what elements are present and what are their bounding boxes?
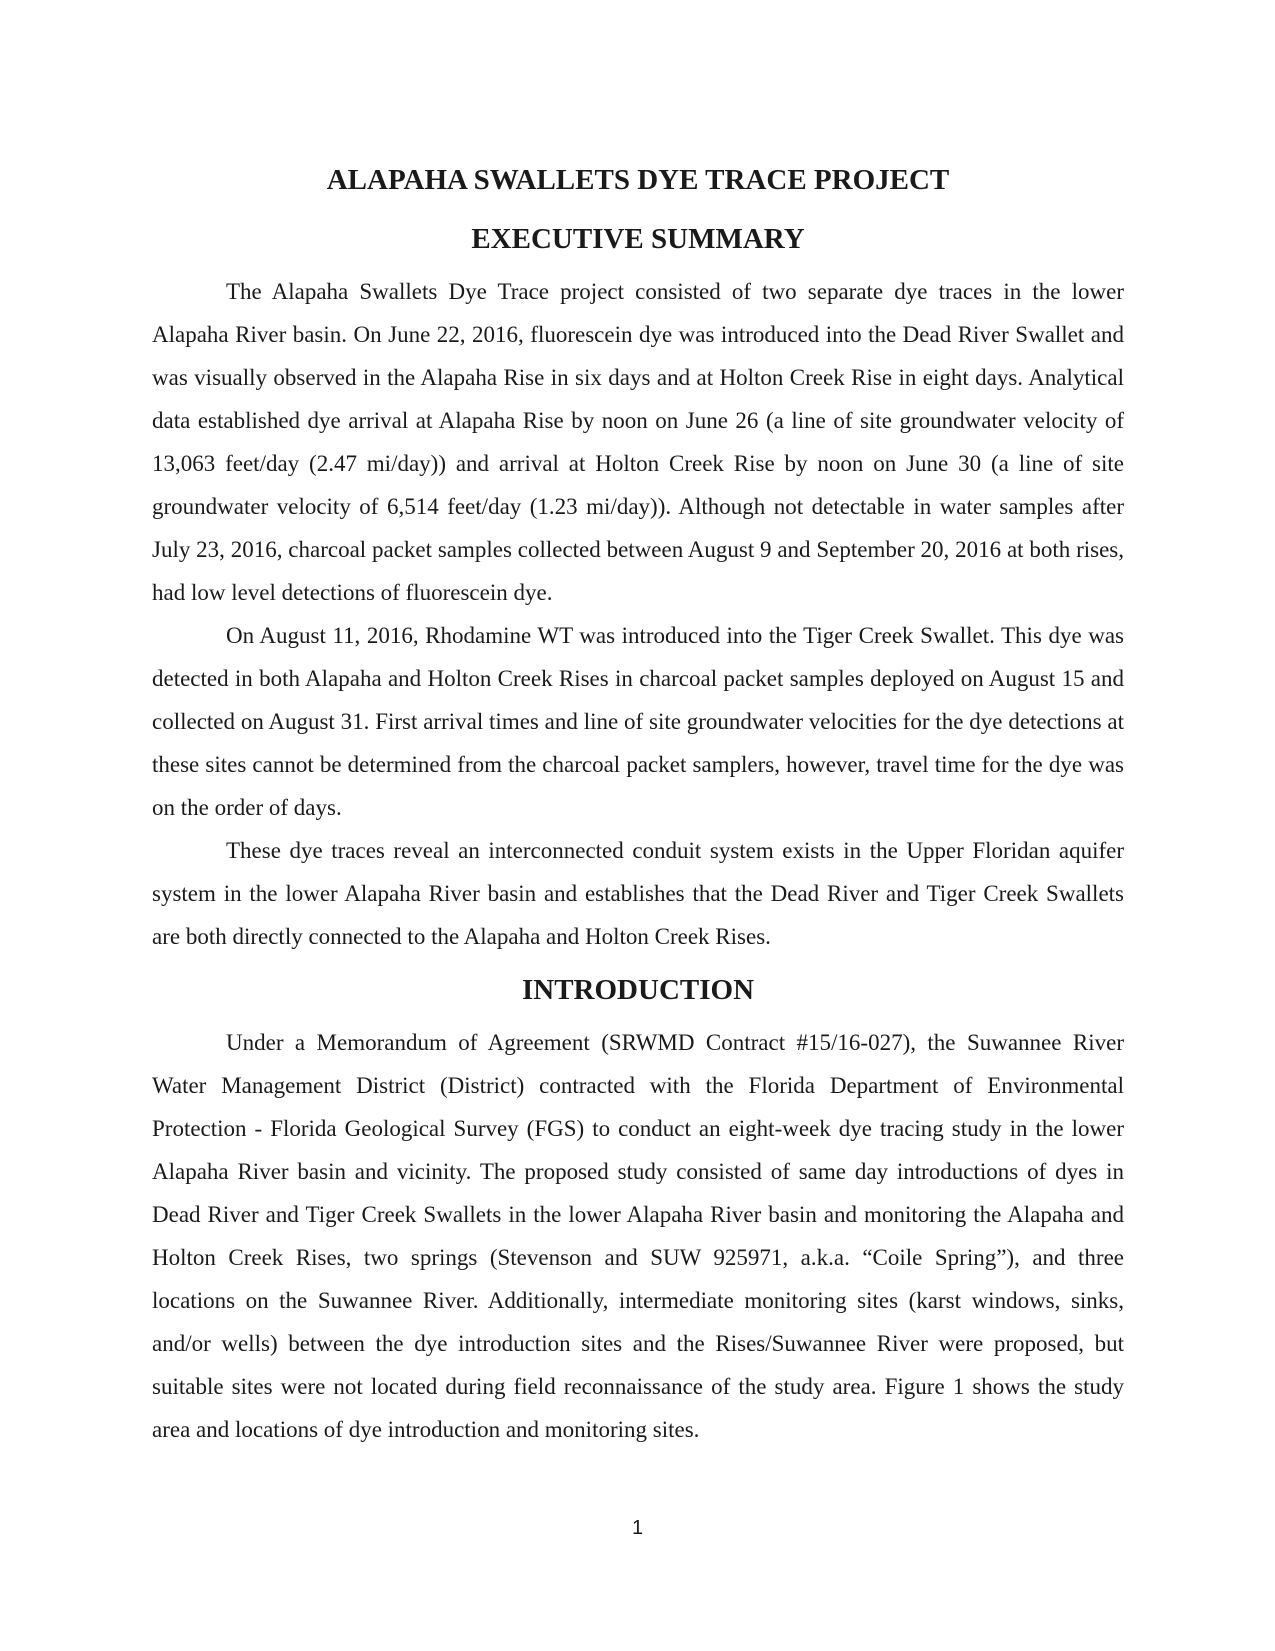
executive-summary-paragraph-3: These dye traces reveal an interconnected conduit system exists in the Upper Floridan aquifer system in the lower Alapaha River basin and establishes that the Dead River and Tiger Creek Swallets are both directly connected to the Alapaha and Holton Creek Rises. [152, 838, 1124, 949]
executive-summary-heading: EXECUTIVE SUMMARY [471, 223, 805, 255]
page-number: 1 [631, 1517, 644, 1539]
document-body [152, 158, 1124, 1451]
document-title: ALAPAHA SWALLETS DYE TRACE PROJECT [326, 164, 950, 196]
introduction-heading: INTRODUCTION [521, 974, 755, 1006]
introduction-paragraph-1: Under a Memorandum of Agreement (SRWMD Contract #15/16-027), the Suwannee River Water Management District (District) contracted with the Florida Department of Environmental Protection - Florida Geological Survey (FGS) to conduct an eight-week dye tracing study in the lower Alapaha River basin and vicinity. The proposed study consisted of same day introductions of dyes in Dead River and Tiger Creek Swallets in the lower Alapaha River basin and monitoring the Alapaha and Holton Creek Rises, two springs (Stevenson and SUW 925971, a.k.a. “Coile Spring”), and three locations on the Suwannee River. Additionally, intermediate monitoring sites (karst windows, sinks, and/or wells) between the dye introduction sites and the Rises/Suwannee River were proposed, but suitable sites were not located during field reconnaissance of the study area. Figure 1 shows the study area and locations of dye introduction and monitoring sites. [152, 1030, 1124, 1442]
executive-summary-paragraph-1: The Alapaha Swallets Dye Trace project consisted of two separate dye traces in the lower Alapaha River basin. On June 22, 2016, fluorescein dye was introduced into the Dead River Swallet and was visually observed in the Alapaha Rise in six days and at Holton Creek Rise in eight days. Analytical data established dye arrival at Alapaha Rise by noon on June 26 (a line of site groundwater velocity of 13,063 feet/day (2.47 mi/day)) and arrival at Holton Creek Rise by noon on June 30 (a line of site groundwater velocity of 6,514 feet/day (1.23 mi/day)). Although not detectable in water samples after July 23, 2016, charcoal packet samples collected between August 9 and September 20, 2016 at both rises, had low level detections of fluorescein dye. [152, 279, 1124, 605]
executive-summary-paragraph-2: On August 11, 2016, Rhodamine WT was introduced into the Tiger Creek Swallet. This dye was detected in both Alapaha and Holton Creek Rises in charcoal packet samples deployed on August 15 and collected on August 31. First arrival times and line of site groundwater velocities for the dye detections at these sites cannot be determined from the charcoal packet samplers, however, travel time for the dye was on the order of days. [152, 623, 1124, 820]
